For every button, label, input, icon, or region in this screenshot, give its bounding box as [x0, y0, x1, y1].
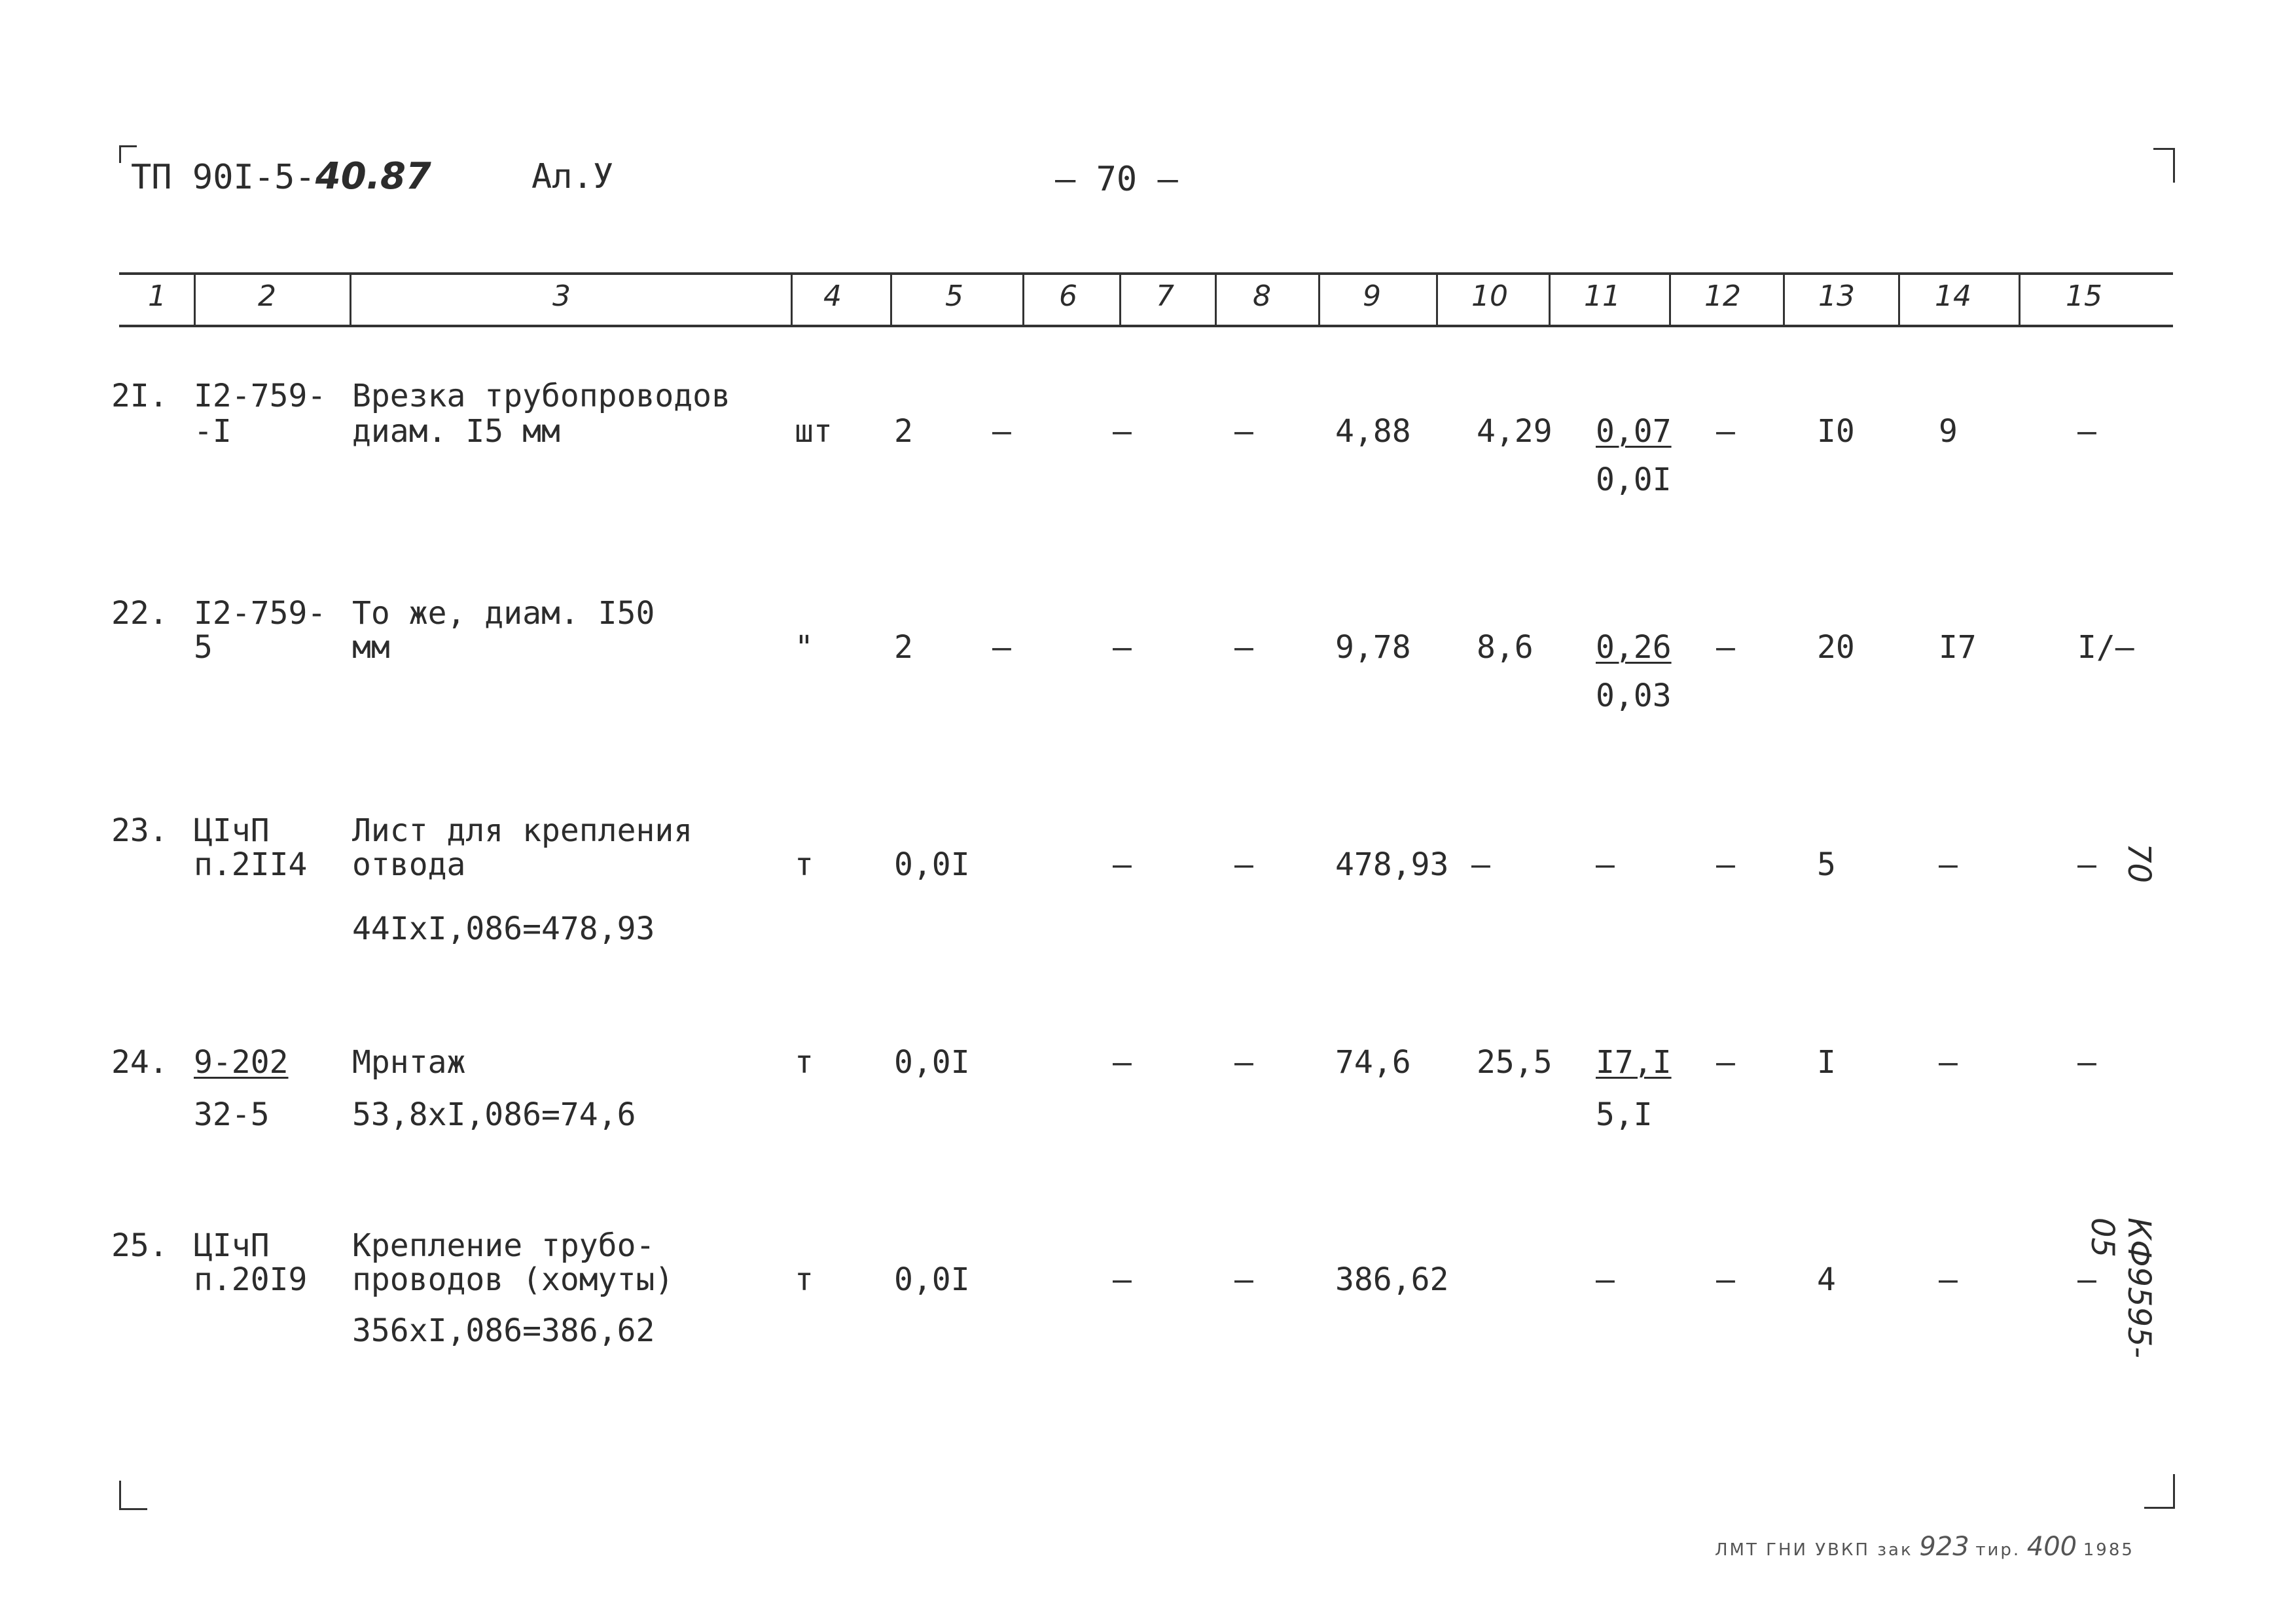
row-unit: " [795, 629, 814, 666]
column-number: 15 [2066, 280, 2102, 313]
row-col11-denominator: 0,03 [1596, 677, 1672, 714]
column-number: 8 [1253, 280, 1271, 313]
row-description: Мрнтаж [352, 1044, 466, 1081]
row-col8: – [1234, 413, 1253, 450]
row-unit: т [795, 846, 814, 883]
row-col11: – [1596, 1261, 1615, 1298]
row-col12: – [1716, 846, 1735, 883]
row-code: п.2II4 [194, 846, 308, 883]
row-col8: – [1234, 846, 1253, 883]
row-col13: 20 [1817, 629, 1855, 666]
column-number: 5 [945, 280, 963, 313]
margin-page-number: 70 [2121, 843, 2157, 884]
corner-mark-top-right [2153, 148, 2175, 183]
row-col8: – [1234, 629, 1253, 666]
row-col13: I [1817, 1044, 1836, 1081]
row-col11-numerator: 0,26 [1596, 629, 1672, 666]
row-number: 23. [111, 812, 168, 849]
row-col6: – [992, 629, 1011, 666]
row-quantity: 0,0I [894, 1261, 970, 1298]
column-number: 3 [552, 280, 571, 313]
printing-stamp-run-label: тир. [1975, 1540, 2021, 1560]
column-number: 1 [148, 280, 166, 313]
row-col8: – [1234, 1261, 1253, 1298]
column-number: 13 [1818, 280, 1855, 313]
column-number: 12 [1704, 280, 1741, 313]
row-description: Лист для крепления [352, 812, 693, 849]
row-col9: 74,6 [1335, 1044, 1411, 1081]
row-col14: – [1939, 1261, 1958, 1298]
column-number: 7 [1156, 280, 1174, 313]
row-col10: – [1471, 846, 1490, 883]
row-col11: – [1596, 846, 1615, 883]
printing-stamp-year: 1985 [2083, 1540, 2134, 1560]
row-description: проводов (хомуты) [352, 1261, 674, 1298]
row-col15: – [2077, 846, 2096, 883]
row-number: 24. [111, 1044, 168, 1081]
album-label: Ал.У [531, 157, 614, 196]
row-code-numerator: 9-202 [194, 1044, 289, 1081]
row-code: ЦIчП [194, 1227, 270, 1264]
row-col6: – [992, 413, 1011, 450]
row-col15: – [2077, 1261, 2096, 1298]
column-number: 9 [1363, 280, 1381, 313]
row-code: I2-759- [194, 595, 327, 632]
row-col14: I7 [1939, 629, 1977, 666]
row-unit: т [795, 1261, 814, 1298]
header-divider [890, 272, 892, 327]
row-col11-numerator: 0,07 [1596, 413, 1672, 450]
column-number: 6 [1059, 280, 1077, 313]
row-code: 5 [194, 629, 213, 666]
header-divider [1215, 272, 1217, 327]
row-col7: – [1113, 629, 1132, 666]
row-col12: – [1716, 1261, 1735, 1298]
row-description: То же, диам. I50 [352, 595, 655, 632]
row-quantity: 0,0I [894, 1044, 970, 1081]
row-col15: – [2077, 1044, 2096, 1081]
header-divider [350, 272, 351, 327]
header-divider [1318, 272, 1320, 327]
row-description: Врезка трубопроводов [352, 378, 730, 414]
corner-mark-bottom-left [119, 1481, 147, 1510]
row-code-denominator: 32-5 [194, 1096, 270, 1133]
header-divider [1119, 272, 1121, 327]
row-col14: – [1939, 846, 1958, 883]
row-quantity: 0,0I [894, 846, 970, 883]
row-col7: – [1113, 1261, 1132, 1298]
row-col13: I0 [1817, 413, 1855, 450]
row-description: мм [352, 629, 390, 666]
row-col11-denominator: 5,I [1596, 1096, 1653, 1133]
row-col12: – [1716, 629, 1735, 666]
column-number: 10 [1471, 280, 1508, 313]
header-divider [791, 272, 793, 327]
margin-document-code: КФ9595-05 [2084, 1218, 2157, 1358]
row-col11-denominator: 0,0I [1596, 461, 1672, 498]
row-col15: – [2077, 413, 2096, 450]
header-top-rule [119, 272, 2173, 275]
row-description: Крепление трубо- [352, 1227, 655, 1264]
row-code: -I [194, 413, 232, 450]
row-col10: 4,29 [1477, 413, 1553, 450]
row-col10: 25,5 [1477, 1044, 1553, 1081]
printing-stamp [1715, 1532, 2134, 1562]
document-code [131, 155, 431, 198]
row-col14: – [1939, 1044, 1958, 1081]
row-number: 25. [111, 1227, 168, 1264]
row-col11-numerator: I7,I [1596, 1044, 1672, 1081]
header-divider [194, 272, 196, 327]
header-divider [1022, 272, 1024, 327]
row-description: отвода [352, 846, 466, 883]
row-unit: шт [795, 413, 833, 450]
row-calculation: 356xI,086=386,62 [352, 1312, 655, 1349]
document-code-handwritten: 40.87 [315, 155, 431, 198]
row-description: диам. I5 мм [352, 413, 560, 450]
printing-stamp-run-handwritten: 400 [2026, 1532, 2077, 1562]
row-col9: 478,93 [1335, 846, 1449, 883]
row-col7: – [1113, 846, 1132, 883]
header-divider [2019, 272, 2021, 327]
row-calculation: 53,8xI,086=74,6 [352, 1096, 636, 1133]
row-col13: 5 [1817, 846, 1836, 883]
row-number: 2I. [111, 378, 168, 414]
header-divider [1549, 272, 1551, 327]
row-number: 22. [111, 595, 168, 632]
column-number: 14 [1935, 280, 1971, 313]
header-divider [1669, 272, 1671, 327]
row-col9: 386,62 [1335, 1261, 1449, 1298]
row-calculation: 44IxI,086=478,93 [352, 911, 655, 947]
header-bottom-rule [119, 325, 2173, 327]
row-col10: 8,6 [1477, 629, 1534, 666]
header-divider [1436, 272, 1438, 327]
row-quantity: 2 [894, 413, 913, 450]
row-unit: т [795, 1044, 814, 1081]
row-col7: – [1113, 1044, 1132, 1081]
header-divider [1898, 272, 1900, 327]
document-code-printed: ТП 90I-5- [131, 158, 315, 197]
row-quantity: 2 [894, 629, 913, 666]
row-col9: 9,78 [1335, 629, 1411, 666]
column-number: 4 [823, 280, 842, 313]
row-col7: – [1113, 413, 1132, 450]
column-number: 2 [258, 280, 276, 313]
header-divider [1783, 272, 1785, 327]
row-col8: – [1234, 1044, 1253, 1081]
printing-stamp-text: ЛМТ ГНИ УВКП зак [1715, 1540, 1913, 1560]
row-code: I2-759- [194, 378, 327, 414]
row-col15: I/– [2077, 629, 2134, 666]
column-number: 11 [1584, 280, 1621, 313]
page-number: — 70 — [1055, 160, 1178, 199]
row-col13: 4 [1817, 1261, 1836, 1298]
row-col12: – [1716, 413, 1735, 450]
row-col14: 9 [1939, 413, 1958, 450]
printing-stamp-order-handwritten: 923 [1919, 1532, 1969, 1562]
row-col9: 4,88 [1335, 413, 1411, 450]
row-code: ЦIчП [194, 812, 270, 849]
row-code: п.20I9 [194, 1261, 308, 1298]
row-col12: – [1716, 1044, 1735, 1081]
corner-mark-bottom-right [2144, 1474, 2175, 1509]
